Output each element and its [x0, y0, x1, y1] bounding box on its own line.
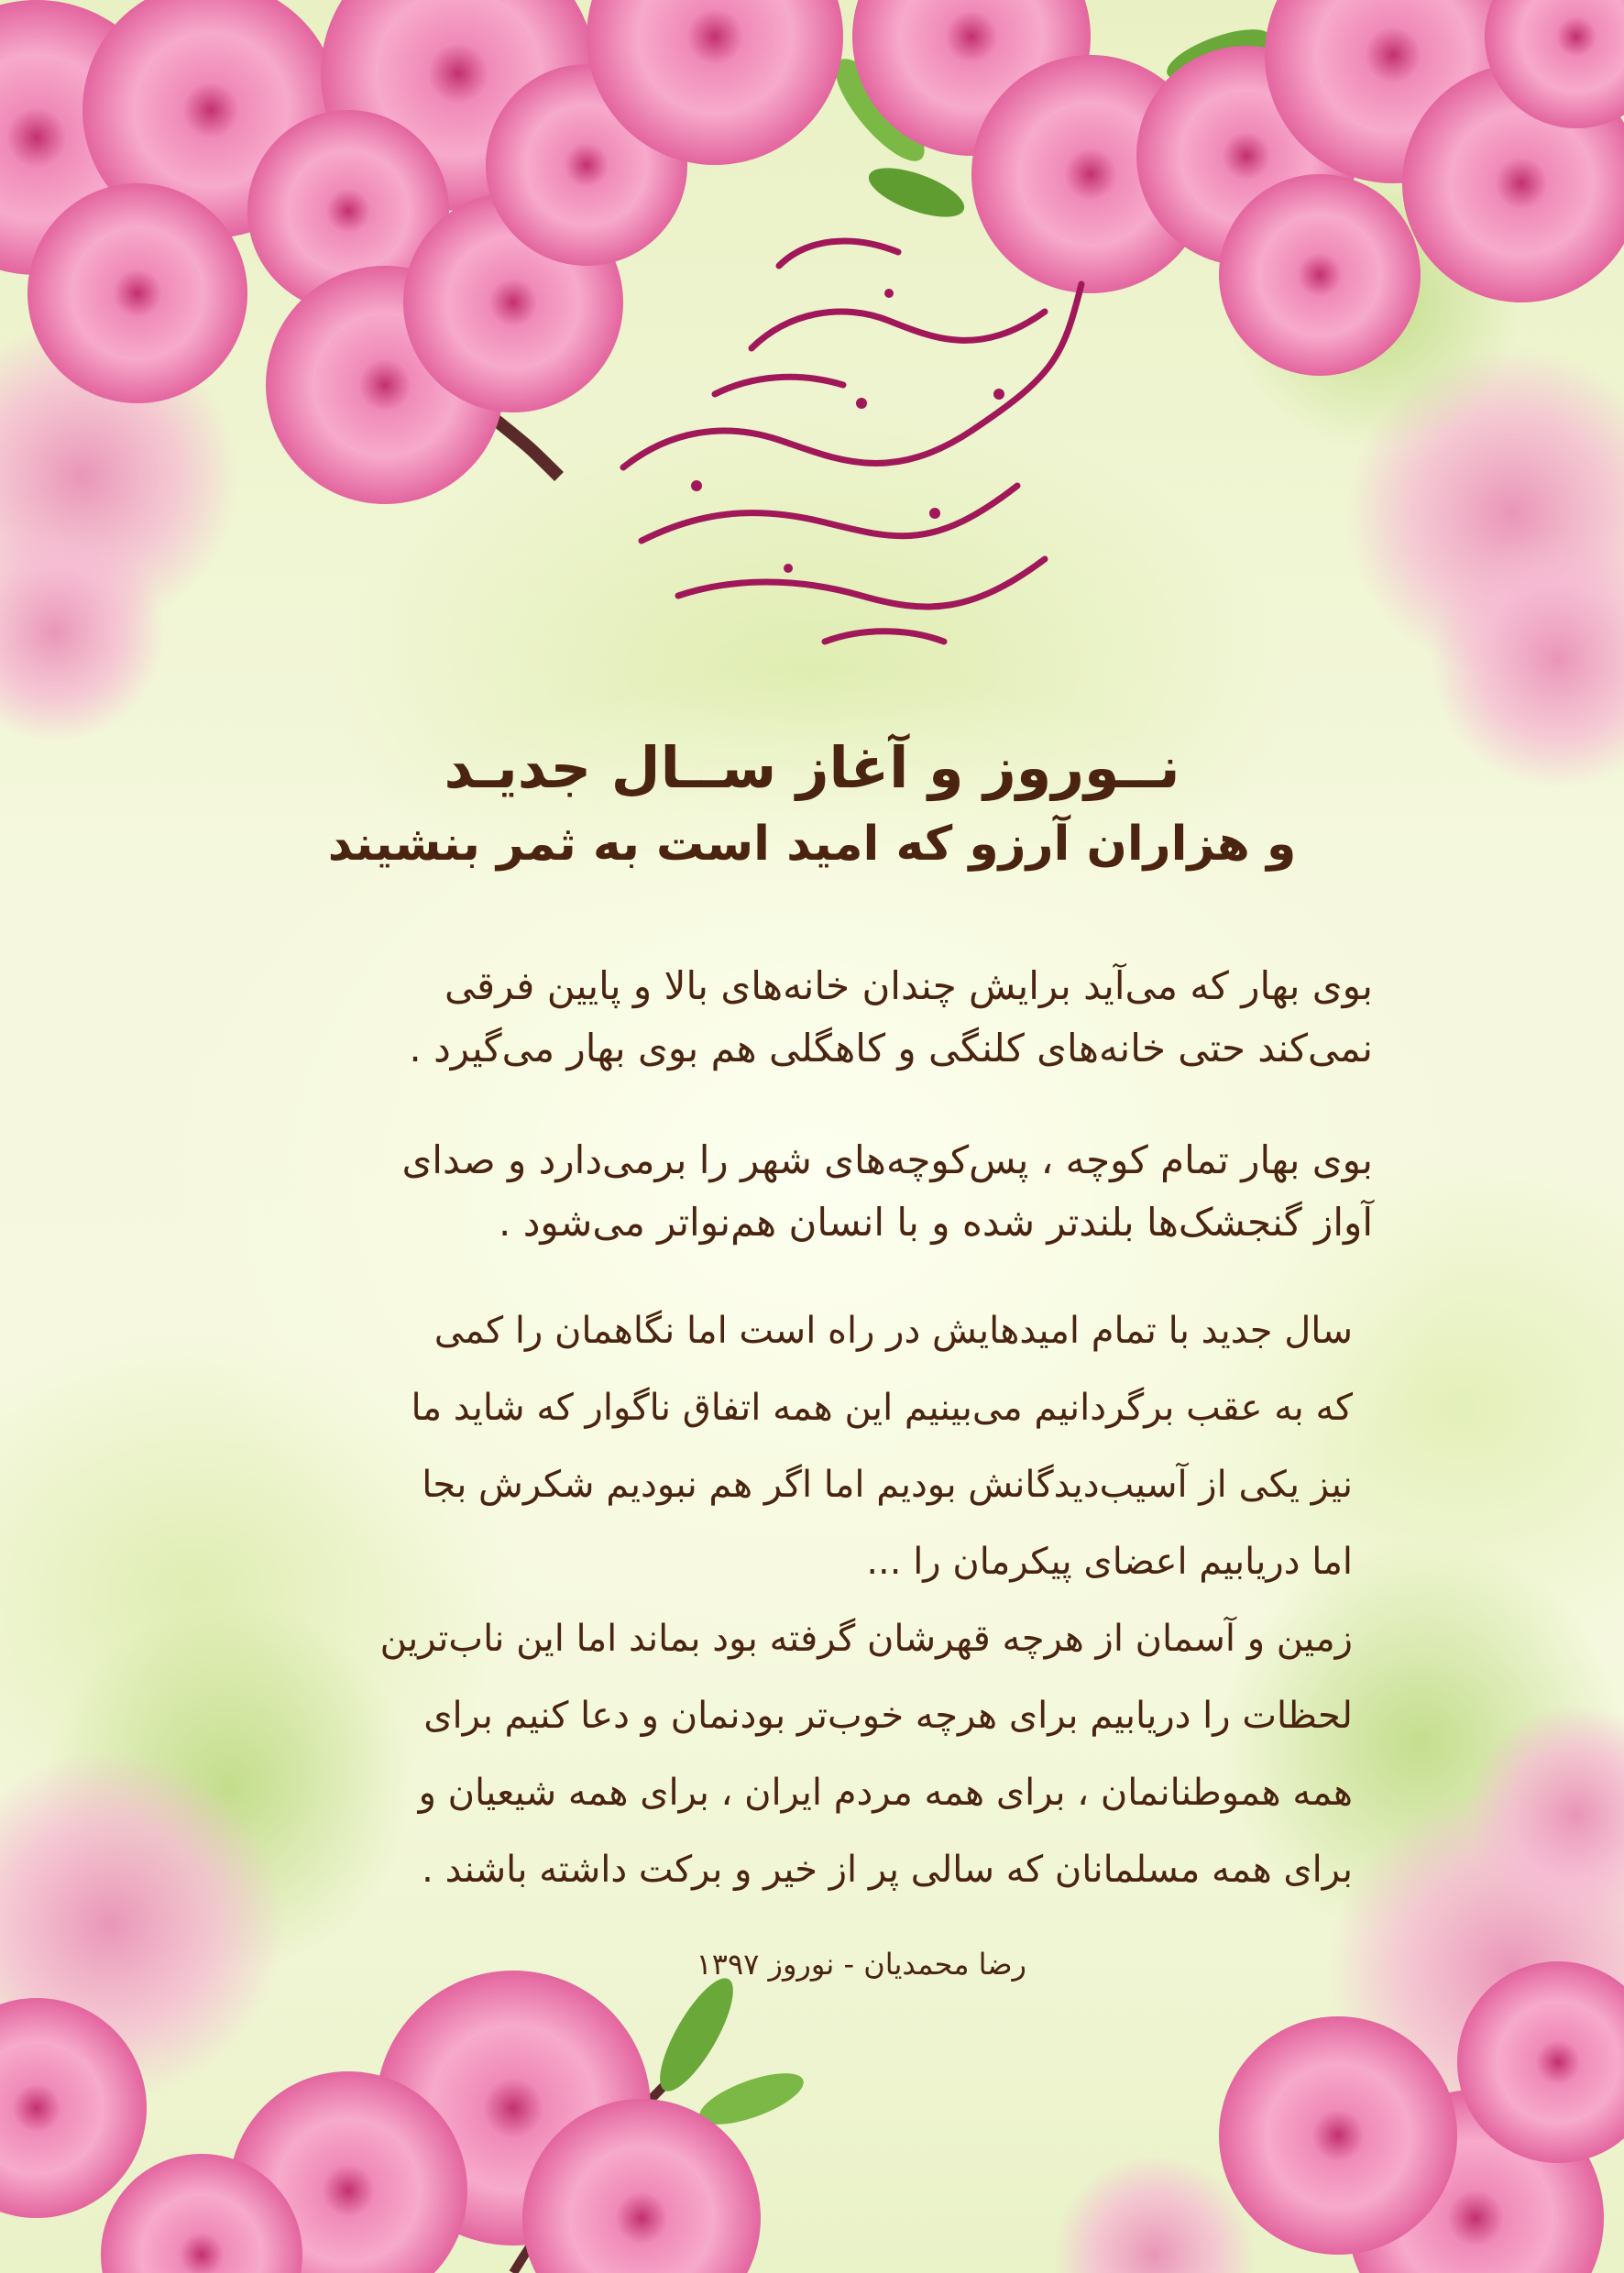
headline-title: نــوروز و آغاز ســال جدیـد: [444, 734, 1180, 801]
headline-subtitle: و هزاران آرزو که امید است به ثمر بنشیند: [327, 817, 1297, 872]
signature: رضا محمدیان - نوروز ۱۳۹۷: [696, 1947, 1026, 1982]
paragraph-line: زمین و آسمان از هرچه قهرشان گرفته بود بماند اما این ناب‌ترین: [379, 1618, 1353, 1660]
headline: [262, 729, 1362, 881]
persian-calligraphy-icon: [587, 211, 1100, 687]
paragraph-line: بوی بهار تمام کوچه ، پس‌کوچه‌های شهر را برمی‌دارد و صدای: [401, 1137, 1373, 1182]
paragraph-line: برای همه مسلمانان که سالی پر از خیر و برکت داشته باشند .: [422, 1849, 1353, 1891]
paragraph-1: [253, 955, 1373, 1080]
paragraph-2: [253, 1129, 1373, 1254]
paragraph-line: نمی‌کند حتی خانه‌های کلنگی و کاهگلی هم بوی بهار می‌گیرد .: [409, 1026, 1373, 1071]
paragraph-line: بوی بهار که می‌آید برایش چندان خانه‌های بالا و پایین فرقی: [444, 963, 1373, 1008]
paragraph-line: آواز گنجشک‌ها بلندتر شده و با انسان هم‌نواتر می‌شود .: [499, 1200, 1373, 1245]
paragraph-line: که به عقب برگردانیم می‌بینیم این همه اتفاق ناگوار که شاید ما: [411, 1387, 1353, 1429]
paragraph-line: نیز یکی از آسیب‌دیدگانش بودیم اما اگر هم نبودیم شکرش بجا: [422, 1464, 1353, 1506]
paragraph-line: سال جدید با تمام امیدهایش در راه است اما نگاهمان را کمی: [433, 1310, 1353, 1352]
paragraph-line: لحظات را دریابیم برای هرچه خوب‌تر بودنمان و دعا کنیم برای: [423, 1695, 1353, 1737]
paragraph-line: اما دریابیم اعضای پیکرمان را ...: [866, 1541, 1353, 1583]
paragraph-3: [308, 1292, 1353, 1908]
paragraph-line: همه هموطنانمان ، برای همه مردم ایران ، برای همه شیعیان و: [418, 1772, 1353, 1814]
